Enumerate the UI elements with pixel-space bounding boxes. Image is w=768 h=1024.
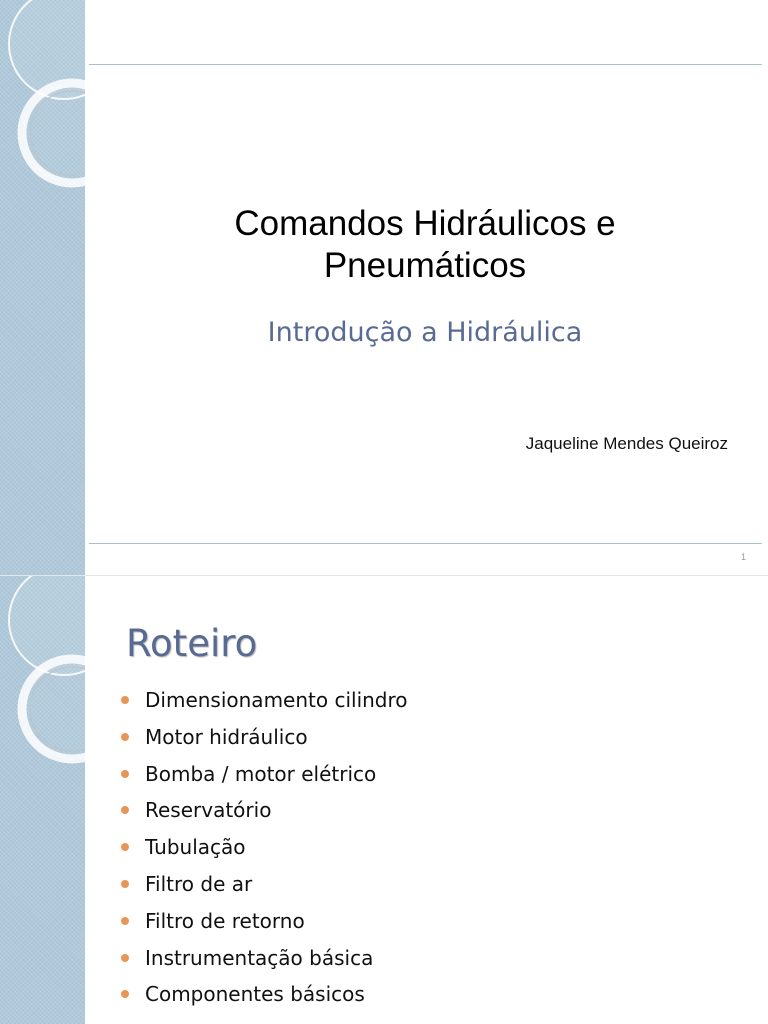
agenda-item-label: Bomba / motor elétrico: [145, 761, 377, 786]
bullet-dot-icon: [121, 917, 129, 925]
agenda-item: [118, 870, 408, 907]
bullet-dot-icon: [121, 733, 129, 741]
agenda-slide: [0, 576, 768, 1024]
agenda-item: [118, 760, 408, 797]
agenda-item-label: Instrumentação básica: [145, 945, 374, 970]
bullet-dot-icon: [121, 990, 129, 998]
agenda-item: [118, 980, 408, 1017]
circles-decoration: [0, 576, 85, 1024]
title-line-2: Pneumáticos: [323, 246, 527, 285]
agenda-item-label: Componentes básicos: [145, 982, 365, 1007]
agenda-item: [118, 686, 408, 723]
title-line-1: Comandos Hidráulicos e: [234, 204, 616, 243]
bullet-dot-icon: [121, 880, 129, 888]
agenda-item-label: Dimensionamento cilindro: [145, 688, 408, 712]
agenda-item: [118, 796, 408, 833]
agenda-item-label: Tubulação: [145, 835, 246, 860]
presentation-title: [100, 203, 750, 287]
bullet-dot-icon: [121, 843, 129, 851]
circles-decoration: [0, 0, 85, 576]
agenda-item-label: Reservatório: [145, 798, 272, 823]
agenda-item: [118, 944, 408, 981]
slide-sidebar-decoration: [0, 0, 85, 576]
bullet-dot-icon: [121, 696, 129, 704]
agenda-heading: Roteiro: [126, 622, 258, 665]
bullet-dot-icon: [121, 770, 129, 778]
bullet-dot-icon: [121, 954, 129, 962]
agenda-item: [118, 907, 408, 944]
presentation-subtitle: Introdução a Hidráulica: [267, 317, 583, 348]
bullet-dot-icon: [121, 806, 129, 814]
agenda-item-label: Filtro de retorno: [145, 908, 305, 933]
agenda-item-label: Filtro de ar: [145, 871, 253, 896]
agenda-item: [118, 723, 408, 760]
slide-sidebar-decoration: [0, 576, 85, 1024]
agenda-list: [118, 686, 408, 1017]
bottom-divider: [89, 543, 762, 544]
author-name: Jaqueline Mendes Queiroz: [525, 434, 728, 453]
top-divider: [89, 64, 762, 65]
page-number: 1: [741, 552, 747, 562]
agenda-item: [118, 833, 408, 870]
agenda-item-label: Motor hidráulico: [145, 724, 308, 749]
